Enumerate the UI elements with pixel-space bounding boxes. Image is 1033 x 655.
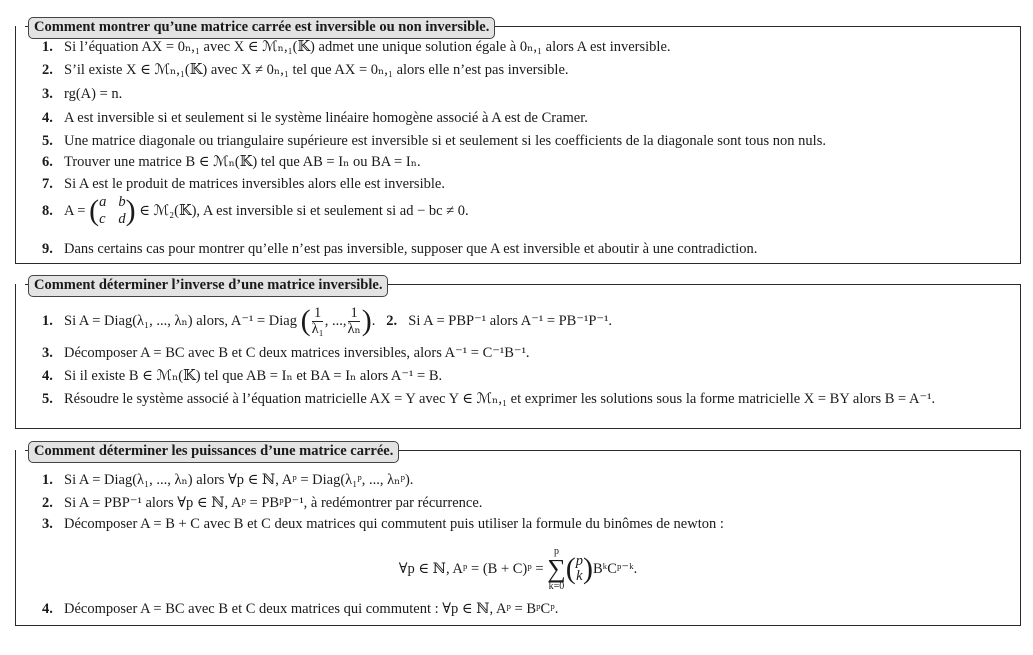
list-item: 5. Une matrice diagonale ou triangulaire supérieure est inversible si et seulement si les coefficients de la diagonale sont tous non nuls.: [42, 133, 826, 149]
list-item: 3. Décomposer A = BC avec B et C deux matrices inversibles, alors A⁻¹ = C⁻¹B⁻¹.: [42, 345, 530, 361]
list-item: 3. rg(A) = n.: [42, 86, 123, 102]
binomial-formula: ∀p ∈ ℕ, Aᵖ = (B + C)ᵖ = p ∑ k=0 ( p k ) BᵏCᵖ⁻ᵏ.: [398, 546, 638, 592]
list-item-diag: 1. Si A = Diag(λ₁, ..., λₙ) alors, A⁻¹ = Diag ( $\frac{1}{\text{λ₁}}$ , ..., $\frac{1}{\text{λₙ}}$ ) . 2. Si A = PBP⁻¹ alors A⁻¹ = PB⁻¹P⁻¹.: [42, 304, 613, 337]
list-item: 2. Si A = PBP⁻¹ alors ∀p ∈ ℕ, Aᵖ = PBᵖP⁻¹, à redémontrer par récurrence.: [42, 495, 483, 511]
matrix-2x2: a b c d: [99, 194, 126, 227]
section-title: Comment déterminer les puissances d’une matrice carrée.: [28, 441, 399, 463]
list-item: 1. Si A = Diag(λ₁, ..., λₙ) alors ∀p ∈ ℕ, Aᵖ = Diag(λ₁ᵖ, ..., λₙᵖ).: [42, 472, 414, 488]
section-puissances: [15, 443, 1021, 626]
section-inversible: [15, 19, 1021, 264]
list-item-matrix: 8. A = ( a b c d ) ∈ ℳ₂(𝕂), A est inversible si et seulement si ad − bc ≠ 0.: [42, 194, 469, 227]
list-item: 5. Résoudre le système associé à l’équation matricielle AX = Y avec Y ∈ ℳₙ,₁ et exprimer les solutions sous la forme matricielle X = BY alors B = A⁻¹.: [42, 391, 936, 407]
list-item: 3. Décomposer A = B + C avec B et C deux matrices qui commutent puis utiliser la formule du binômes de newton :: [42, 516, 724, 532]
sum-symbol: p ∑ k=0: [547, 546, 566, 592]
list-item: 4. Si il existe B ∈ ℳₙ(𝕂) tel que AB = Iₙ et BA = Iₙ alors A⁻¹ = B.: [42, 368, 443, 384]
section-title: Comment déterminer l’inverse d’une matrice inversible.: [28, 275, 388, 297]
list-item: 4. A est inversible si et seulement si le système linéaire homogène associé à A est de Cramer.: [42, 110, 588, 126]
section-inverse: [15, 277, 1021, 429]
section-title: Comment montrer qu’une matrice carrée est inversible ou non inversible.: [28, 17, 495, 39]
list-item: 7. Si A est le produit de matrices inversibles alors elle est inversible.: [42, 176, 445, 192]
list-item: 2. S’il existe X ∈ ℳₙ,₁(𝕂) avec X ≠ 0ₙ,₁ tel que AX = 0ₙ,₁ alors elle n’est pas inversible.: [42, 62, 569, 78]
list-item: 1. Si l’équation AX = 0ₙ,₁ avec X ∈ ℳₙ,₁(𝕂) admet une unique solution égale à 0ₙ,₁ alors A est inversible.: [42, 39, 671, 55]
list-item: 9. Dans certains cas pour montrer qu’elle n’est pas inversible, supposer que A est inversible et aboutir à une contradiction.: [42, 241, 758, 257]
list-item: 4. Décomposer A = BC avec B et C deux matrices qui commutent : ∀p ∈ ℕ, Aᵖ = BᵖCᵖ.: [42, 601, 559, 617]
list-item: 6. Trouver une matrice B ∈ ℳₙ(𝕂) tel que AB = Iₙ ou BA = Iₙ.: [42, 154, 421, 170]
